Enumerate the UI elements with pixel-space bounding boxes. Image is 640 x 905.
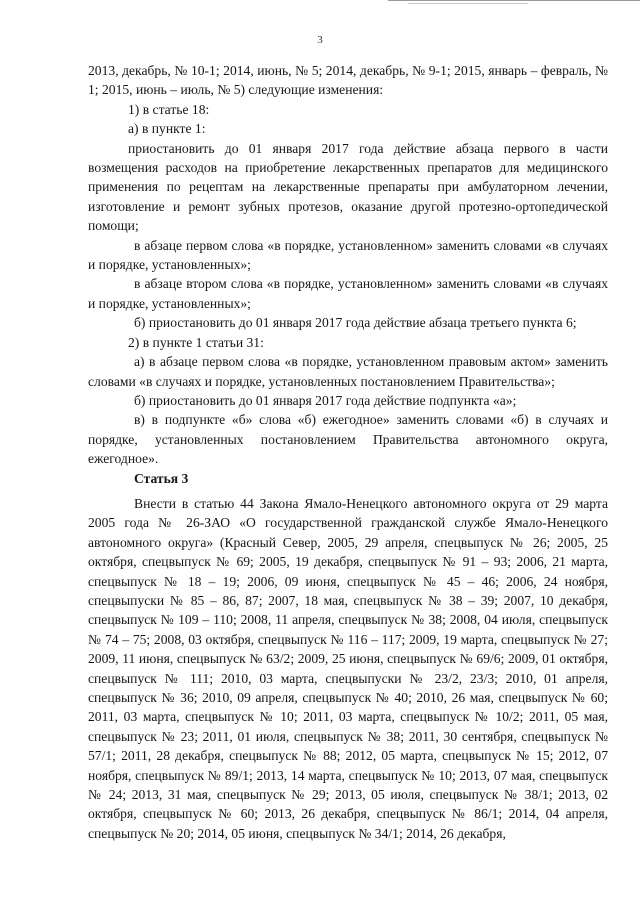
article-3-heading: Статья 3	[134, 470, 189, 486]
article-3-text: Внести в статью 44 Закона Ямало-Ненецкого автономного округа от 29 марта 2005 года № 26-ЗАО «О государственной гражданской службе Ямало-Ненецкого автономного округа» (Красный Север, 2005, 29 апреля, спецвыпуск № 26; 2005, 25 октября, спецвыпуск № 69; 2005, 19 декабря, спецвыпуск № 91 – 93; 2006, 21 марта, спецвыпуск № 18 – 19; 2006, 09 июня, спецвыпуск № 45 – 46; 2006, 24 ноября, спецвыпуски № 85 – 86, 87; 2007, 18 мая, спецвыпуск № 38 – 39; 2007, 10 декабря, спецвыпуск № 109 – 110; 2008, 11 апреля, спецвыпуск № 38; 2008, 04 июля, спецвыпуск № 74 – 75; 2008, 03 октября, спецвыпуск № 116 – 117; 2009, 19 марта, спецвыпуск № 27; 2009, 11 июня, спецвыпуск № 63/2; 2009, 25 июня, спецвыпуск № 69/6; 2009, 01 октября, спецвыпуск № 111; 2010, 03 марта, спецвыпуски № 23/2, 23/3; 2010, 01 апреля, спецвыпуск № 36; 2010, 09 апреля, спецвыпуск № 40; 2010, 26 мая, спецвыпуск № 60; 2011, 03 марта, спецвыпуск № 10; 2011, 03 марта, спецвыпуск № 10/2; 2011, 05 мая, спецвыпуск № 23; 2011, 01 июля, спецвыпуск № 38; 2011, 30 сентября, спецвыпуск № 57/1; 2011, 28 декабря, спецвыпуск № 88; 2012, 05 марта, спецвыпуск № 15; 2012, 07 ноября, спецвыпуск № 89/1; 2013, 14 марта, спецвыпуск № 10; 2013, 07 мая, спецвыпуск № 24; 2013, 31 мая, спецвыпуск № 29; 2013, 05 июля, спецвыпуск № 38/1; 2013, 02 октября, спецвыпуск № 60; 2013, 26 декабря, спецвыпуск № 86/1; 2014, 04 апреля, спецвыпуск № 20; 2014, 05 июня, спецвыпуск № 34/1; 2014, 26 декабря,	[88, 495, 608, 841]
paragraph-article-18: 1) в статье 18:	[128, 101, 210, 117]
paragraph-article-31: 2) в пункте 1 статьи 31:	[128, 334, 264, 350]
paragraph-intro-continuation: 2013, декабрь, № 10-1; 2014, июнь, № 5; 2014, декабрь, № 9-1; 2015, январь – февраль, № 1; 2015, июнь – июль, № 5) следующие изменения:	[88, 63, 608, 98]
scan-edge-mark	[388, 0, 640, 3]
paragraph-31-v: в) в подпункте «б» слова «б) ежегодное» заменить словами «б) в случаях и порядке, установленных постановлением Правительства автономного округа, ежегодное».	[88, 412, 608, 467]
paragraph-31-a: а) в абзаце первом слова «в порядке, установленном правовым актом» заменить словами «в случаях и порядке, установленных постановлением Правительства»;	[88, 354, 608, 389]
page-number: 3	[317, 34, 323, 46]
paragraph-suspend-abzac-1: приостановить до 01 января 2017 года действие абзаца первого в части возмещения расходов на приобретение лекарственных препаратов для медицинского применения по рецептам на лекарственные препараты при амбулаторном лечении, изготовление и ремонт зубных протезов, оказание другой протезно-ортопедической помощи;	[88, 140, 608, 234]
paragraph-abzac-first-replace: в абзаце первом слова «в порядке, установленном» заменить словами «в случаях и порядке, установленных»;	[88, 237, 608, 273]
paragraph-point-1: а) в пункте 1:	[128, 121, 206, 137]
document-body	[88, 61, 608, 843]
paragraph-suspend-abzac-3: б) приостановить до 01 января 2017 года действие абзаца третьего пункта 6;	[134, 315, 577, 331]
paragraph-31-b: б) приостановить до 01 января 2017 года действие подпункта «а»;	[134, 392, 517, 408]
paragraph-abzac-second-replace: в абзаце втором слова «в порядке, установленном» заменить словами «в случаях и порядке, установленных»;	[88, 276, 608, 311]
